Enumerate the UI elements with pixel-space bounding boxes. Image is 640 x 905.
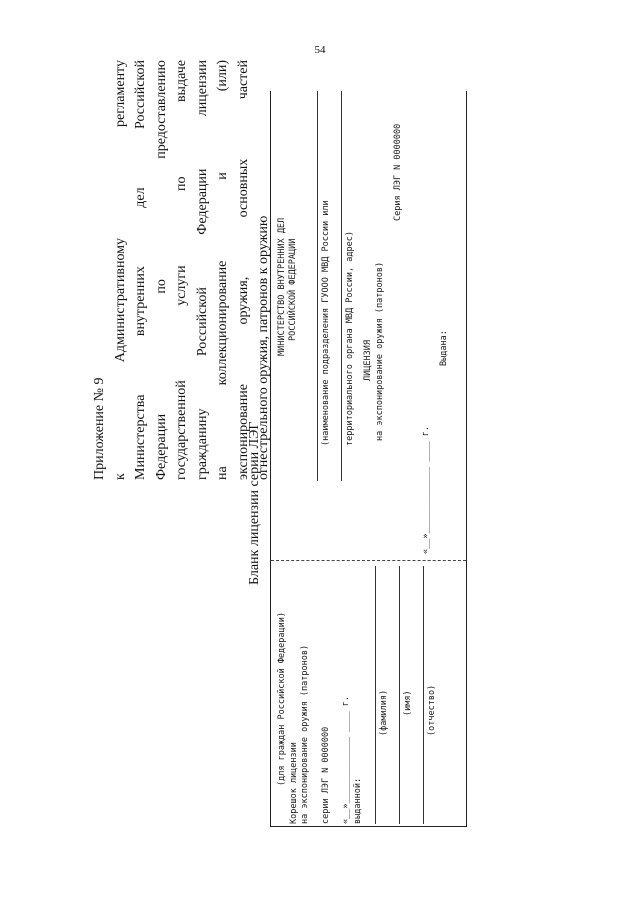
territorial-label: территориального органа МВД России, адрес) [345,231,355,446]
stub-series: серии ЛЭГ N 0000000 [321,726,331,824]
stub-issued-to: выданной: [353,777,363,824]
surname-label: (фамилия) [379,689,389,736]
name-label: (имя) [403,690,413,716]
appendix-line: огнестрельного оружия, патронов к оружию [256,215,271,480]
ministry-name: МИНИСТЕРСТВО ВНУТРЕННИХ ДЕЛ [277,217,287,356]
appendix-line: на коллекционирование и (или) [215,60,230,480]
rotated-document [25,55,485,835]
name-line [399,566,400,824]
appendix-header [90,60,275,480]
license-date: «__»_____________ ____ г. [421,426,431,554]
license-stub [271,564,466,826]
appendix-line: Министерства внутренних дел Российской [133,60,148,480]
appendix-line: гражданину Российской Федерации лицензии [194,60,210,480]
issued-label: Выдана: [439,330,449,366]
appendix-line: экспонирование оружия, основных частей [235,60,251,480]
division-line [317,91,318,481]
license-series: Серия ЛЭГ N 0000000 [393,123,403,221]
form-title: Бланк лицензии серии ЛЭГ [247,421,262,585]
stub-subheading: на экспонирование оружия (патронов) [300,644,310,824]
stub-heading: Корешок лицензии [289,742,299,824]
appendix-line: к Административному регламенту [112,60,128,480]
patronymic-label: (отчество) [427,684,437,736]
division-label: (наименование подразделения ГУООО МВД России или [321,200,331,446]
stub-note: (для граждан Российской Федерации) [277,612,287,786]
appendix-line: государственной услуги по выдаче [174,60,189,480]
license-subtitle: на экспонирование оружия (патронов) [375,261,385,441]
license-title: ЛИЦЕНЗИЯ [363,340,373,381]
surname-line [375,566,376,824]
appendix-line: Приложение № 9 [92,377,107,480]
tear-line [271,560,466,561]
stub-date: «__»_____________ ____ г. [341,696,351,824]
page-number: 54 [314,44,326,56]
patronymic-line [423,566,424,824]
license-form [270,91,467,827]
territorial-line [341,91,342,481]
ministry-name-2: РОССИЙСКОЙ ФЕДЕРАЦИИ [288,238,298,341]
appendix-line: Федерации по предоставлению [153,60,169,480]
license-main [271,91,466,556]
